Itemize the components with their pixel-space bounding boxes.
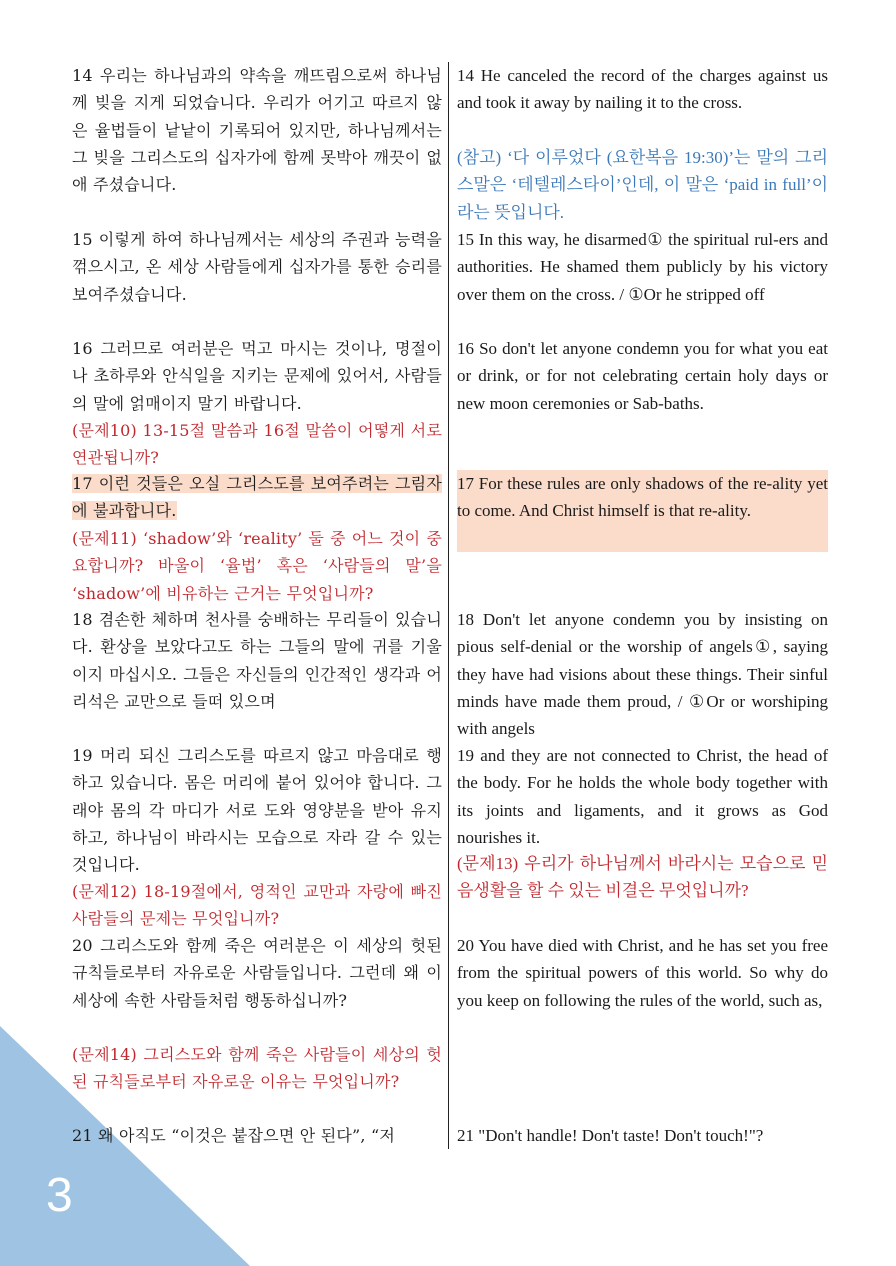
ko-verse-17: 17 이런 것들은 오실 그리스도를 보여주려는 그림자에 불과합니다. [72, 474, 442, 521]
ko-verse-19: 19 머리 되신 그리스도를 따르지 않고 마음대로 행하고 있습니다. 몸은 머리에 붙어 있어야 합니다. 그래야 몸의 각 마디가 서로 도와 영양분을 받아 유지하고, 하나님이 바라시는 모습으로 자라 갈 수 있는 것입니다. [72, 746, 442, 875]
en-verse-18: 18 Don't let anyone condemn you by insisting on pious self-denial or the worship of angels①, saying they have had visions about these things. Their sinful minds have made them proud, / ①Or or worshiping with angels [457, 610, 828, 739]
en-note-14: (참고) ‘다 이루었다 (요한복음 19:30)’는 말의 그리스말은 ‘테텔레스타이’인데, 이 말은 ‘paid in full’이라는 뜻입니다. [457, 148, 828, 222]
en-verse-16: 16 So don't let anyone condemn you for what you eat or drink, or for not celebrating certain holy days or new moon ceremonies or Sab-baths. [457, 339, 828, 413]
en-verse-15: 15 In this way, he disarmed① the spiritual rul-ers and authorities. He shamed them publicly by his victory over them on the cross. / ①Or he stripped off [457, 230, 828, 304]
ko-question-12: (문제12) 18-19절에서, 영적인 교만과 자랑에 빠진 사람들의 문제는 무엇입니까? [72, 882, 442, 929]
ko-question-11: (문제11) ‘shadow’와 ‘reality’ 둘 중 어느 것이 중요합니까? 바울이 ‘율법’ 혹은 ‘사람들의 말’을 ‘shadow’에 비유하는 근거는 무엇입니까? [72, 529, 442, 603]
ko-verse-15: 15 이렇게 하여 하나님께서는 세상의 주권과 능력을 꺾으시고, 온 세상 사람들에게 십자가를 통한 승리를 보여주셨습니다. [72, 230, 442, 304]
ko-verse-18: 18 겸손한 체하며 천사를 숭배하는 무리들이 있습니다. 환상을 보았다고도 하는 그들의 말에 귀를 기울이지 마십시오. 그들은 자신들의 인간적인 생각과 어리석은 교만으로 들떠 있으며 [72, 610, 442, 711]
ko-verse-17-wrap [72, 470, 442, 525]
en-verse-20: 20 You have died with Christ, and he has set you free from the spiritual powers of this world. So why do you keep on following the rules of the world, such as, [457, 936, 828, 1010]
en-question-13: (문제13) 우리가 하나님께서 바라시는 모습으로 믿음생활을 할 수 있는 비결은 무엇입니까? [457, 854, 828, 901]
column-divider [448, 62, 449, 1149]
en-verse-17: 17 For these rules are only shadows of the re-ality yet to come. And Christ himself is that re-ality. [457, 470, 828, 552]
en-verse-14: 14 He canceled the record of the charges against us and took it away by nailing it to the cross. [457, 66, 828, 113]
ko-verse-21: 21 왜 아직도 “이것은 붙잡으면 안 된다”, “저 [72, 1126, 396, 1145]
en-verse-21: 21 "Don't handle! Don't taste! Don't touch!"? [457, 1126, 764, 1145]
ko-verse-16: 16 그러므로 여러분은 먹고 마시는 것이나, 명절이나 초하루와 안식일을 지키는 문제에 있어서, 사람들의 말에 얽매이지 말기 바랍니다. [72, 339, 442, 413]
ko-question-14: (문제14) 그리스도와 함께 죽은 사람들이 세상의 헛된 규칙들로부터 자유로운 이유는 무엇입니까? [72, 1045, 442, 1092]
ko-question-10: (문제10) 13-15절 말씀과 16절 말씀이 어떻게 서로 연관됩니까? [72, 421, 442, 468]
en-verse-19: 19 and they are not connected to Christ, the head of the body. For he holds the whole body together with its joints and ligaments, and it grows as God nourishes it. [457, 746, 828, 847]
ko-verse-14: 14 우리는 하나님과의 약속을 깨뜨림으로써 하나님께 빚을 지게 되었습니다. 우리가 어기고 따르지 않은 율법들이 낱낱이 기록되어 있지만, 하나님께서는 그 빚을 그리스도의 십자가에 함께 못박아 깨끗이 없애 주셨습니다. [72, 66, 442, 195]
ko-verse-20: 20 그리스도와 함께 죽은 여러분은 이 세상의 헛된 규칙들로부터 자유로운 사람들입니다. 그런데 왜 이 세상에 속한 사람들처럼 행동하십니까? [72, 936, 442, 1010]
page-number: 3 [46, 1169, 73, 1222]
